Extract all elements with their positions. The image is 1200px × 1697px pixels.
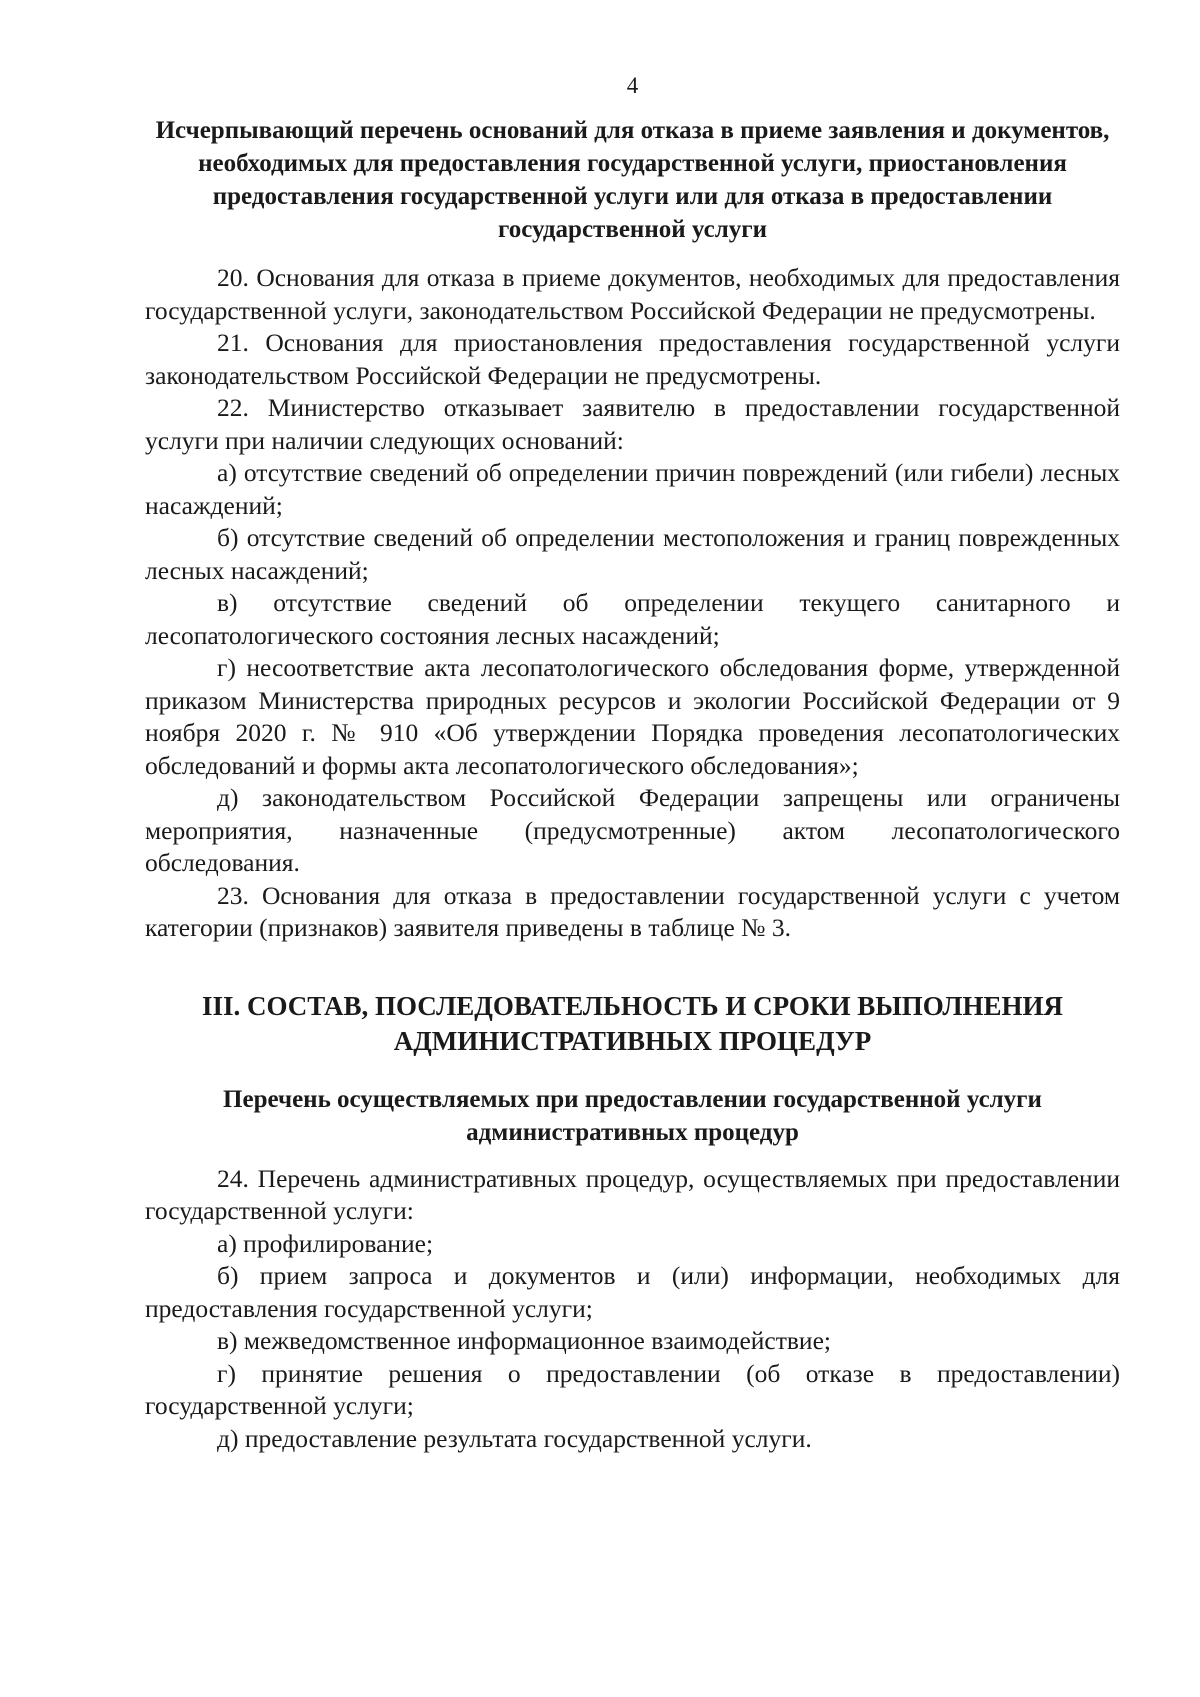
list-item-d: д) законодательством Российской Федерации запрещены или ограничены мероприятия, назначенные (предусмотренные) актом лесопатологического обследования. xyxy=(145,783,1120,877)
paragraph-21: 21. Основания для приостановления предоставления государственной услуги законодательством Российской Федерации не предусмотрены. xyxy=(145,328,1120,390)
procedure-item-g: г) принятие решения о предоставлении (об отказе в предоставлении) государственной услуги; xyxy=(145,1358,1120,1420)
page-number: 4 xyxy=(626,73,639,98)
paragraph-24: 24. Перечень административных процедур, осуществляемых при предоставлении государственной услуги: xyxy=(145,1163,1120,1225)
procedure-item-v: в) межведомственное информационное взаимодействие; xyxy=(217,1326,831,1355)
procedure-item-b: б) прием запроса и документов и (или) информации, необходимых для предоставления государственной услуги; xyxy=(145,1261,1120,1323)
list-item-v: в) отсутствие сведений об определении текущего санитарного и лесопатологического состояния лесных насаждений; xyxy=(145,588,1120,650)
paragraph-22: 22. Министерство отказывает заявителю в предоставлении государственной услуги при наличии следующих оснований: xyxy=(145,393,1120,455)
section-heading-procedures: Перечень осуществляемых при предоставлении государственной услуги административных процедур xyxy=(223,1085,1042,1146)
section-heading-refusal-grounds: Исчерпывающий перечень оснований для отказа в приеме заявления и документов, необходимых для предоставления государственной услуги, приостановления предоставления государственной услуги или для отказа в предоставлении государственной услуги xyxy=(155,117,1110,243)
procedure-item-a: а) профилирование; xyxy=(217,1228,434,1258)
list-item-g: г) несоответствие акта лесопатологического обследования форме, утвержденной приказом Министерства природных ресурсов и экологии Российской Федерации от 9 ноября 2020 г. № 910 «Об утверждении Порядка проведения лесопатологических обследований и формы акта лесопатологического обследования»; xyxy=(145,653,1120,780)
document-page xyxy=(145,72,1120,1455)
paragraph-20: 20. Основания для отказа в приеме документов, необходимых для предоставления государственной услуги, законодательством Российской Федерации не предусмотрены. xyxy=(145,263,1120,325)
list-item-b: б) отсутствие сведений об определении местоположения и границ поврежденных лесных насаждений; xyxy=(145,523,1120,585)
paragraph-23: 23. Основания для отказа в предоставлении государственной услуги с учетом категории (признаков) заявителя приведены в таблице № 3. xyxy=(145,880,1120,942)
list-item-a: а) отсутствие сведений об определении причин повреждений (или гибели) лесных насаждений; xyxy=(145,458,1120,520)
chapter-heading-iii: III. СОСТАВ, ПОСЛЕДОВАТЕЛЬНОСТЬ И СРОКИ ВЫПОЛНЕНИЯ АДМИНИСТРАТИВНЫХ ПРОЦЕДУР xyxy=(201,990,1064,1056)
procedure-item-d: д) предоставление результата государственной услуги. xyxy=(217,1423,812,1453)
